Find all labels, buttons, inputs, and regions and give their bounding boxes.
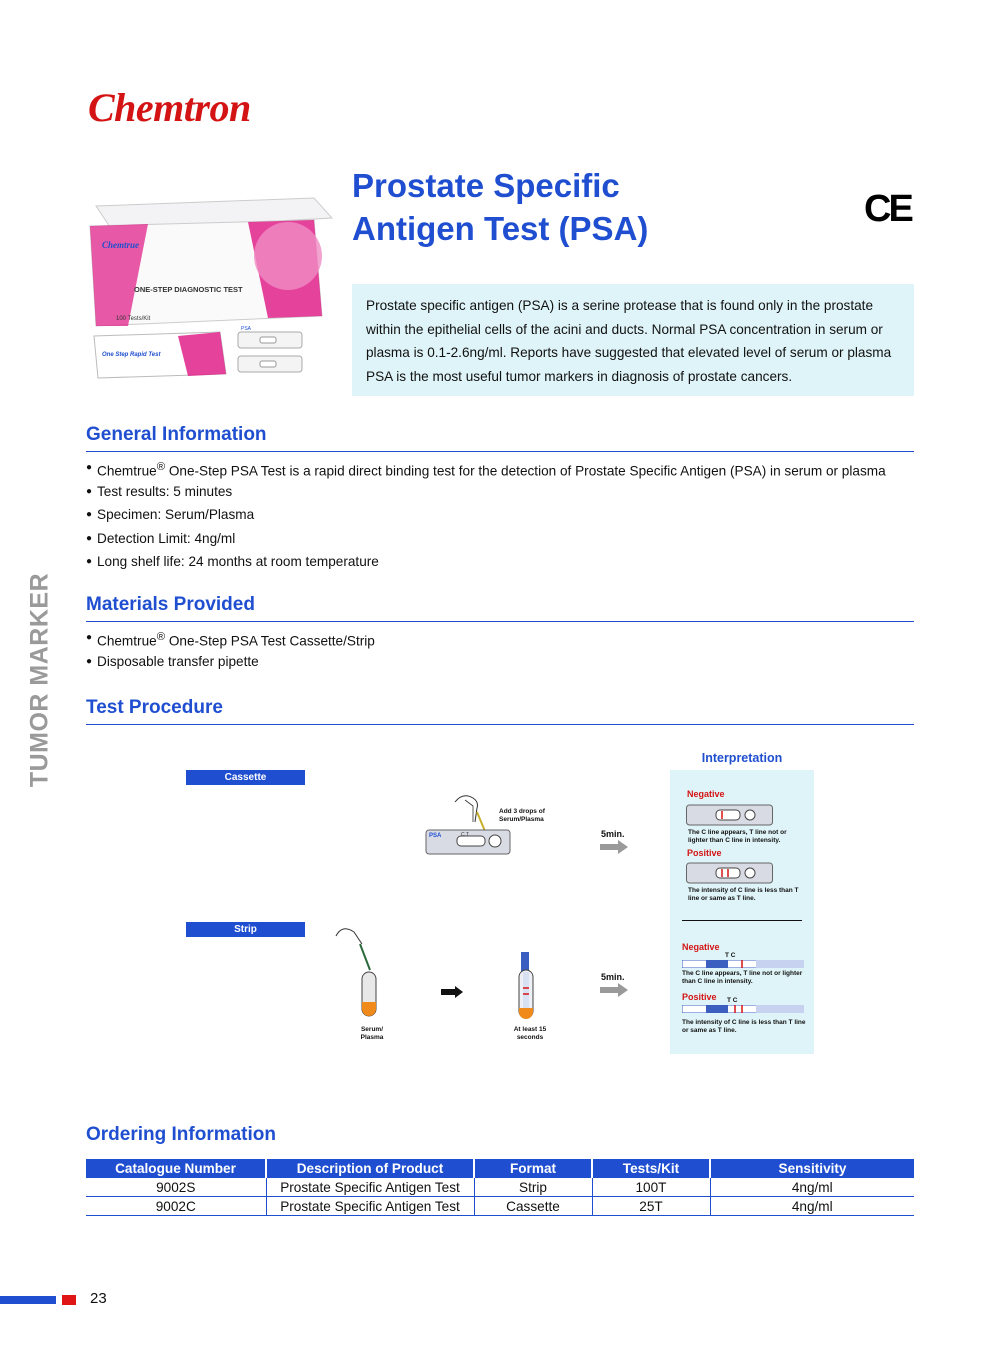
bullet-icon: ● [86,509,93,520]
cassette-positive-desc: The intensity of C line is less than T line or same as T line. [688,887,799,902]
interpretation-panel [670,770,814,1054]
page-title [352,164,648,250]
cassette-negative-desc: The C line appears, T line not or lighter than C line in intensity. [688,829,787,844]
arrow-right-black-icon [441,985,463,1003]
strip-tc-label-2: T C [727,997,738,1004]
pouch-text: One Step Rapid Test [102,352,161,358]
item-text: One-Step PSA Test Cassette/Strip [165,633,375,649]
footer-red-square [62,1295,76,1305]
intro-text: Prostate specific antigen (PSA) is a serine protease that is found only in the prostate within the epithelial cells of the acini and ducts. Normal PSA concentration in serum or plasma is 0.1-2.6ng/ml. Reports have suggested that elevated level of serum or plasma PSA is the most useful tumor markers in diagnosis of prostate cancers. [366,298,892,384]
item-brand: Chemtrue [97,633,157,649]
cassette-ct-label: C T [461,832,469,838]
procedure-heading [86,697,914,725]
list-item [86,527,886,551]
side-category-label [20,565,60,795]
title-line-1: Prostate Specific [352,167,620,204]
general-info-heading [86,424,914,452]
bullet-icon: ● [86,556,93,567]
list-item [86,550,886,574]
cassette-positive-label: Positive [687,848,722,858]
bullet-icon: ● [86,655,93,667]
item-text: Test results: 5 minutes [97,483,233,499]
ordering-title: Ordering Information [86,1124,276,1145]
column-header: Sensitivity [710,1159,914,1178]
cassette-label: Cassette [186,770,305,785]
box-brand-text: Chemtrue [102,240,140,250]
column-header: Format [474,1159,592,1178]
general-info-title: General Information [86,424,267,445]
ordering-table [86,1159,914,1216]
chemtron-logo: Chemtron [88,85,251,130]
list-item [86,480,886,504]
strip-negative-label: Negative [682,942,720,952]
box-count: 100 Tests/Kit [116,316,151,322]
strip-tc-label: T C [725,952,736,959]
arrow-right-icon [600,983,628,1002]
procedure-title: Test Procedure [86,697,223,718]
strip-negative-desc: The C line appears, T line not or lighter than C line in intensity. [682,970,803,985]
list-item [86,626,375,650]
bullet-icon: ● [86,485,93,497]
time-label-1: 5min. [601,829,625,839]
item-text: Specimen: Serum/Plasma [97,507,255,522]
divider [682,920,802,921]
serum-tube-illustration [330,922,390,1022]
item-text: Disposable transfer pipette [97,653,259,669]
cassette-psa-label: PSA [429,833,442,839]
interpretation-title: Interpretation [701,751,783,765]
list-item [86,503,886,527]
strip-label: Strip [186,922,305,937]
table-cell: 100T [592,1178,710,1197]
table-row [86,1197,914,1216]
title-line-2: Antigen Test (PSA) [352,210,649,247]
table-cell: 9002S [86,1178,266,1197]
materials-list [86,626,375,673]
cassette-psa-text: PSA [241,326,252,332]
registered-mark: ® [156,631,166,643]
item-text: One-Step PSA Test is a rapid direct binding test for the detection of Prostate Specific Antigen (PSA) in serum or plasma [165,463,886,479]
general-info-list [86,456,886,574]
box-text: ONE-STEP DIAGNOSTIC TEST [134,285,243,294]
time-label-2: 5min. [601,972,625,982]
add-drops-text: Add 3 drops of Serum/Plasma [499,808,545,823]
table-cell: Prostate Specific Antigen Test [266,1178,474,1197]
table-header-row [86,1159,914,1178]
list-item [86,650,375,674]
ce-mark: CE [864,188,911,230]
column-header: Tests/Kit [592,1159,710,1178]
bullet-icon: ● [86,462,93,473]
strip-in-tube-illustration [512,950,542,1022]
strip-positive-result [682,1005,804,1013]
strip-positive-desc: The intensity of C line is less than T line or same as T line. [682,1019,806,1034]
column-header: Description of Product [266,1159,474,1178]
table-row [86,1178,914,1197]
side-label-text: TUMOR MARKER [25,572,54,788]
cassette-drop-illustration [425,792,555,858]
strip-positive-label: Positive [682,992,717,1002]
list-item [86,456,886,480]
table-cell: Strip [474,1178,592,1197]
arrow-right-icon [600,840,628,859]
item-text: Detection Limit: 4ng/ml [97,530,236,546]
table-cell: 25T [592,1197,710,1216]
page-number: 23 [90,1290,107,1307]
item-brand: Chemtrue [97,463,157,479]
footer-blue-bar [0,1296,56,1304]
table-cell: Cassette [474,1197,592,1216]
item-text: Long shelf life: 24 months at room temperature [97,554,379,569]
cassette-negative-result [686,803,774,827]
materials-title: Materials Provided [86,594,255,615]
product-image [88,196,336,390]
atleast-label: At least 15 seconds [513,1026,547,1041]
materials-heading [86,594,914,622]
intro-box [352,284,914,396]
table-cell: 4ng/ml [710,1178,914,1197]
cassette-positive-result [686,861,774,885]
table-cell: 9002C [86,1197,266,1216]
registered-mark: ® [156,461,166,473]
serum-label: Serum/ Plasma [360,1026,384,1041]
bullet-icon: ● [86,632,93,643]
table-cell: 4ng/ml [710,1197,914,1216]
ordering-heading [86,1124,914,1151]
column-header: Catalogue Number [86,1159,266,1178]
bullet-icon: ● [86,532,93,544]
strip-negative-result [682,960,804,968]
cassette-negative-label: Negative [687,789,725,799]
table-cell: Prostate Specific Antigen Test [266,1197,474,1216]
